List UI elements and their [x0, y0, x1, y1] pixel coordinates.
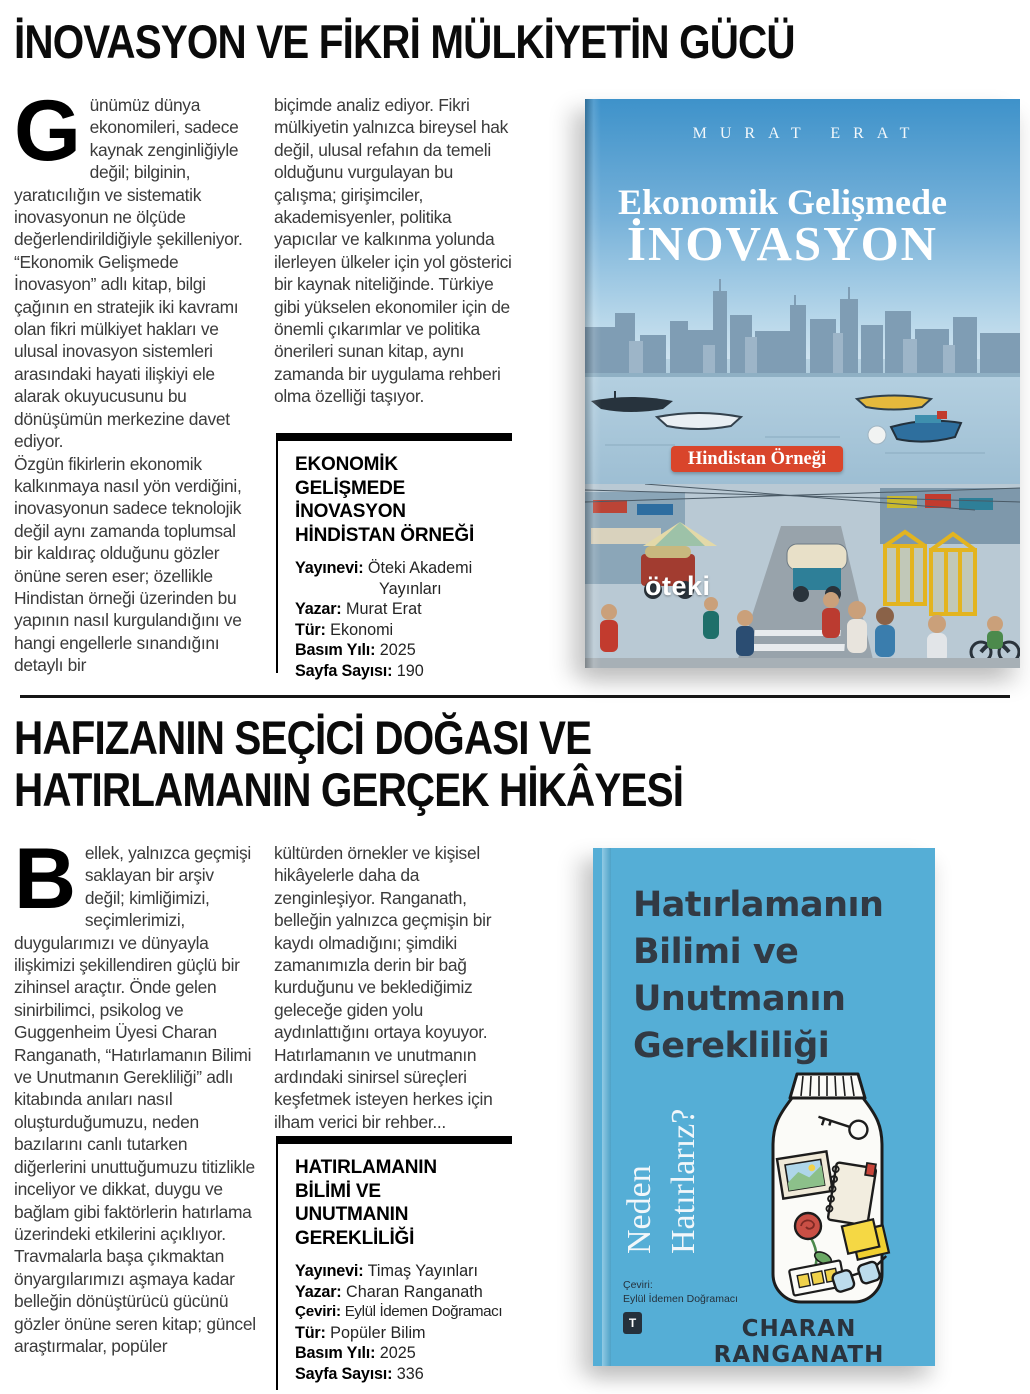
- field-label: Basım Yılı:: [295, 641, 376, 660]
- headline-line: HAFIZANIN SEÇİCİ DOĞASI VE: [14, 711, 592, 764]
- field-value: Murat Erat: [346, 600, 422, 619]
- info-title-line: BİLİMİ VE: [295, 1180, 381, 1202]
- info-field: [295, 620, 510, 641]
- field-value: Timaş Yayınları: [367, 1262, 478, 1280]
- timas-publisher-logo: T: [623, 1312, 642, 1334]
- article2-paragraph-2: kültürden örnekler ve kişisel hikâyelerle daha da zenginleşiyor. Ranganath, belleğin yalnızca geçmişin bir kaydı olmadığını; şimdiki zamanımızla derin bir bağ kurduğunu ve beklediğimiz geleceğe giden yolu aydınlattığını ortaya koyuyor. Hatırlamanın ve unutmanın ardındaki sinirsel süreçleri keşfetmek isteyen herkes için ilham verici bir rehber...: [274, 843, 493, 1132]
- info-title-line: İNOVASYON: [295, 501, 406, 522]
- info-field: [295, 599, 510, 620]
- boat: [891, 411, 961, 442]
- cover2-vertical-question-word1: Neden: [621, 1165, 658, 1254]
- cover1-title-main: İNOVASYON: [626, 216, 939, 271]
- photo-icon: [777, 1151, 833, 1198]
- cover2-title: [633, 882, 883, 1070]
- boat: [657, 413, 741, 429]
- boat: [857, 396, 931, 410]
- book-spine-shading: [585, 99, 601, 668]
- city-skyline-illustration: [585, 275, 1020, 377]
- article1-column-1: [14, 83, 256, 677]
- info-title-line: HATIRLAMANIN: [295, 1157, 437, 1178]
- info-field: [295, 661, 510, 682]
- body-text: ellek, yalnızca geçmişi saklayan bir arşiv değil; kimliğimizi, seçimlerimizi, duygularımızı ve dünyayla ilişkimizi şekillendiren güçlü bir zihinsel araçtır. Önde gelen sinirbilimci, psikolog ve Guggenheim Üyesi Charan Ranganath, “Hatırlamanın Bilimi ve Unutmanın Gerekliliği” adlı kitabında anıları nasıl oluşturduğumuzu, neden bazılarını canlı tutarken diğerlerini unuttuğumuzu titizlikle inceliyor ve dikkat, duygu ve bağlam gibi faktörlerin hatırlama üzerindeki etkilerini açıklıyor. Travmalarla başa çıkmaktan önyargılarımızı aşmaya kadar belleğin dönüştürücü gücünü gözler önüne seren kitap; güncel araştırmalar, popüler: [14, 843, 256, 1356]
- article1-paragraph-3: biçimde analiz ediyor. Fikri mülkiyetin yalnızca bireysel hak değil, ulusal refahın da temeli olduğunu vurgulayan bu çalışma; girişimciler, akademisyenler, politika yapıcılar ve kalkınma yolunda ilerleyen ülkeler için yol gösterici bir kaynak niteliğinde. Türkiye gibi yükselen ekonomiler için de önemli çıkarımlar ve politika önerileri sunan kitap, aynı zamanda bir uygulama rehberi olma özelliği taşıyor.: [274, 95, 512, 407]
- translator-label: Çeviri:: [623, 1279, 653, 1291]
- book2-info-fields: [295, 1261, 510, 1385]
- field-label: Tür:: [295, 620, 326, 639]
- translator-name: Eylül İdemen Doğramacı: [623, 1293, 738, 1305]
- info-title-line: EKONOMİK: [295, 454, 398, 475]
- cover2-title-line: Unutmanın: [633, 979, 846, 1019]
- field-label: Yayınevi:: [295, 559, 364, 577]
- info-title-line: UNUTMANIN: [295, 1204, 409, 1225]
- article1-headline: İNOVASYON VE FİKRİ MÜLKİYETİN GÜCÜ: [14, 15, 795, 68]
- field-value: Ekonomi: [330, 620, 394, 639]
- memory-jar-illustration: [751, 1066, 904, 1312]
- article2-headline: [14, 712, 683, 816]
- book1-info-title: [295, 453, 510, 547]
- field-value: Öteki Akademi Yayınları: [367, 559, 473, 598]
- cover2-author: CHARAN RANGANATH: [713, 1316, 885, 1368]
- boat: [591, 391, 673, 412]
- info-title-line: GELİŞMEDE: [295, 477, 406, 499]
- book1-cover: [585, 99, 1020, 668]
- cover1-title-top: Ekonomik Gelişmede: [617, 182, 948, 222]
- field-label: Yayınevi:: [295, 1262, 364, 1280]
- book2-info-title: [295, 1156, 510, 1250]
- info-field: [295, 1343, 510, 1364]
- info-field: [295, 558, 510, 599]
- book-spine-shading: [602, 848, 611, 1366]
- book1-info-box: [276, 433, 510, 680]
- cover1-author: MURAT ERAT: [692, 125, 923, 142]
- info-field: [295, 1302, 510, 1323]
- drop-cap: G: [14, 83, 81, 179]
- cover1-subtitle-badge: Hindistan Örneği: [671, 446, 843, 472]
- headline-line: HATIRLAMANIN GERÇEK HİKÂYESİ: [14, 763, 684, 816]
- field-value: 2025: [379, 1344, 416, 1363]
- translator-credit: [623, 1278, 738, 1306]
- article2-column-1: [14, 831, 256, 1357]
- field-label: Sayfa Sayısı:: [295, 661, 393, 680]
- notebook-icon: [825, 1158, 877, 1226]
- oteki-publisher-logo: öteki: [645, 571, 711, 601]
- field-value: 2025: [379, 641, 416, 660]
- field-label: Basım Yılı:: [295, 1344, 376, 1363]
- body-text: ünümüz dünya ekonomileri, sadece kaynak zenginliğiyle değil; bilginin, yaratıcılığın ve sistematik inovasyonun ne ölçüde değerlendirildiğiyle şekilleniyor. “Ekonomik Gelişmede İnovasyon” adlı kitap, bilgi çağının en stratejik iki kavramı olan fikri mülkiyet hakları ve ulusal inovasyon sistemleri arasındaki hayati ilişkiyi ele alarak okuyucusunu bu dönüşümün merkezine davet ediyor.: [14, 95, 243, 452]
- field-value: 190: [396, 661, 424, 680]
- article2-paragraph-1: [14, 831, 256, 1357]
- book1-info-fields: [295, 558, 510, 682]
- info-field: [295, 1261, 510, 1282]
- info-field: [295, 640, 510, 661]
- field-label: Çeviri:: [295, 1303, 341, 1321]
- cover2-vertical-question-word2: Hatırlarız?: [665, 1108, 702, 1254]
- field-label: Tür:: [295, 1323, 326, 1342]
- field-label: Yazar:: [295, 1282, 342, 1301]
- article1-paragraph-2: Özgün fikirlerin ekonomik kalkınmaya nasıl yön verdiğini, inovasyonun sadece teknolojik değil aynı zamanda toplumsal bir kaldıraç olduğunu gözler önüne seren eser; özellikle Hindistan örneği üzerinden bu yapının nasıl kurgulandığını ve hangi engellerle sınandığını detaylı bir: [14, 453, 242, 676]
- field-label: Sayfa Sayısı:: [295, 1364, 393, 1383]
- info-field: [295, 1323, 510, 1344]
- book2-cover: [593, 848, 935, 1366]
- info-field: [295, 1364, 510, 1385]
- info-title-line: HİNDİSTAN ÖRNEĞİ: [295, 524, 475, 546]
- info-field: [295, 1282, 510, 1303]
- cover2-title-line: Hatırlamanın: [633, 885, 884, 925]
- article1-paragraph-1: [14, 83, 256, 453]
- field-value: Popüler Bilim: [330, 1323, 426, 1342]
- section-divider: [20, 695, 1010, 698]
- field-value: Eylül İdemen Doğramacı: [344, 1303, 503, 1321]
- cover2-title-line: Gerekliliği: [633, 1026, 830, 1066]
- cover2-title-line: Bilimi ve: [633, 932, 799, 972]
- book2-info-box: [276, 1136, 510, 1390]
- field-value: Charan Ranganath: [346, 1282, 483, 1301]
- field-label: Yazar:: [295, 600, 342, 619]
- drop-cap: B: [14, 831, 76, 927]
- info-title-line: GEREKLİLİĞİ: [295, 1227, 415, 1249]
- field-value: 336: [396, 1364, 424, 1383]
